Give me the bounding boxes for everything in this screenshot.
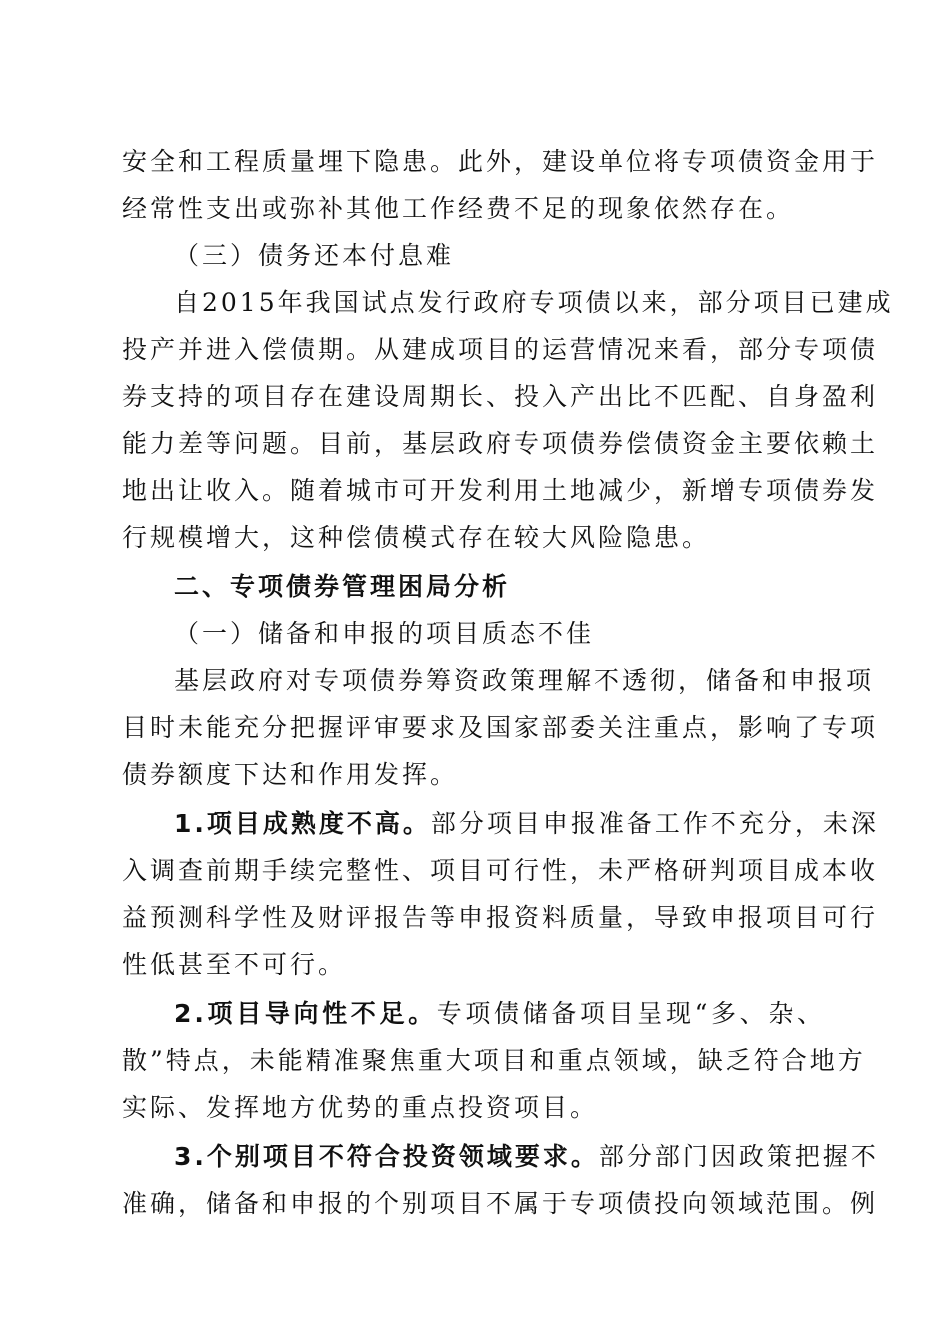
body-line: 入调查前期手续完整性、项目可行性，未严格研判项目成本收	[122, 856, 879, 885]
item-3-lead: 3.个别项目不符合投资领域要求。	[174, 1142, 599, 1171]
item-3-line	[122, 1133, 879, 1180]
body-line: 地出让收入。随着城市可开发利用土地减少，新增专项债券发	[122, 476, 879, 505]
body-line: 券支持的项目存在建设周期长、投入产出比不匹配、自身盈利	[122, 382, 879, 411]
body-line: 散”特点，未能精准聚焦重大项目和重点领域，缺乏符合地方	[122, 1046, 866, 1075]
item-3-text: 部分部门因政策把握不	[598, 1142, 879, 1171]
body-line: 安全和工程质量埋下隐患。此外，建设单位将专项债资金用于	[122, 147, 879, 176]
body-line: 目时未能充分把握评审要求及国家部委关注重点，影响了专项	[122, 713, 879, 742]
body-line: 经常性支出或弥补其他工作经费不足的现象依然存在。	[122, 194, 795, 223]
body-line: 实际、发挥地方优势的重点投资项目。	[122, 1093, 599, 1122]
body-line: 自2015年我国试点发行政府专项债以来，部分项目已建成	[174, 288, 894, 317]
section-heading-3: （三）债务还本付息难	[174, 241, 455, 270]
item-2-line	[122, 990, 825, 1037]
body-line: 投产并进入偿债期。从建成项目的运营情况来看，部分专项债	[122, 335, 879, 364]
body-line: 行规模增大，这种偿债模式存在较大风险隐患。	[122, 523, 711, 552]
item-2-text: 专项债储备项目呈现“多、杂、	[436, 999, 825, 1028]
section-heading-1: （一）储备和申报的项目质态不佳	[174, 619, 595, 648]
body-line: 能力差等问题。目前，基层政府专项债券偿债资金主要依赖土	[122, 429, 879, 458]
body-line: 益预测科学性及财评报告等申报资料质量，导致申报项目可行	[122, 903, 879, 932]
item-1-lead: 1.项目成熟度不高。	[174, 809, 431, 838]
document-body	[122, 138, 894, 1227]
item-1-text: 部分项目申报准备工作不充分，未深	[430, 809, 879, 838]
item-2-lead: 2.项目导向性不足。	[174, 999, 437, 1028]
body-line: 性低甚至不可行。	[122, 950, 347, 979]
chapter-heading-2: 二、专项债券管理困局分析	[174, 572, 511, 601]
body-line: 准确，储备和申报的个别项目不属于专项债投向领域范围。例	[122, 1189, 879, 1218]
body-line: 基层政府对专项债券筹资政策理解不透彻，储备和申报项	[174, 666, 875, 695]
item-1-line	[122, 800, 879, 847]
body-line: 债券额度下达和作用发挥。	[122, 760, 459, 789]
